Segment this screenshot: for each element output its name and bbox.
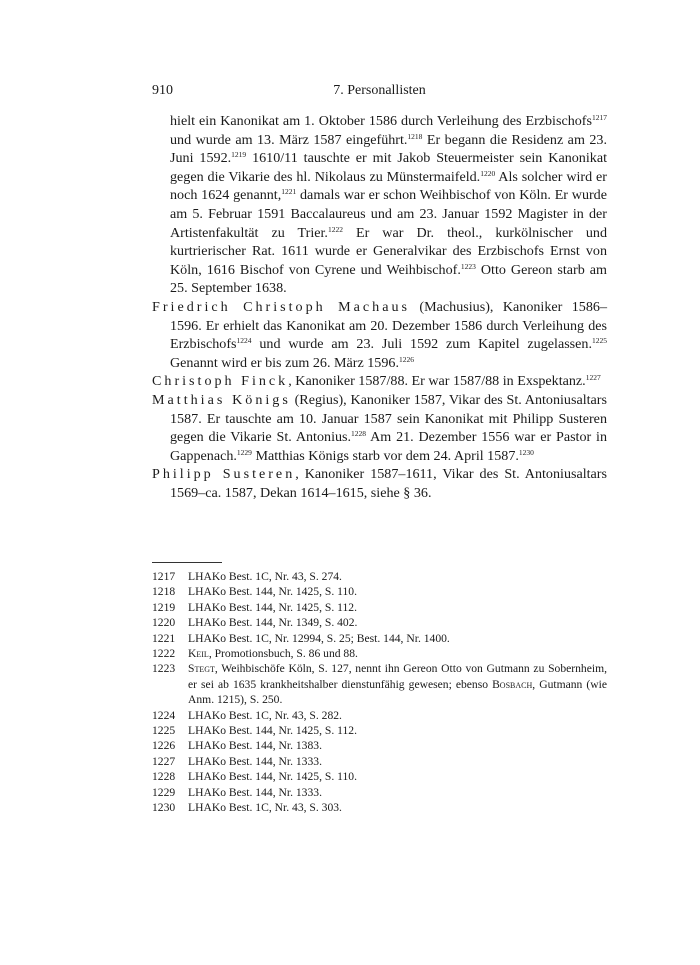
paragraph-otto-gereon: hielt ein Kanonikat am 1. Oktober 1586 durch Verleihung des Erzbischofs$^{1217}$ und wurde am 13. März 1587 eingeführt.$^{1218}$ Er begann die Residenz am 23. Juni 1592.$^{1219}$ 1610/11 tauschte er mit Jakob Steuermeister sein Kanonikat gegen die Vikarie des hl. Nikolaus zu Münstermaifeld.$^{1220}$ Als solcher wird er noch 1624 genannt,$^{1221}$ damals war er schon Weihbischof von Köln. Er wurde am 5. Februar 1591 Baccalaureus und am 23. Januar 1592 Magister in der Artistenfakultät zu Trier.$^{1222}$ Er war Dr. theol., kurkölnischer und kurtrierischer Rat. 1611 wurde er Generalvikar des Erzbischofs Ernst von Köln, 1616 Bischof von Cyrene und Weihbischof.$^{1223}$ Otto Gereon starb am 25. September 1638.: [170, 113, 607, 297]
footnote-ref[interactable]: 1221: [281, 187, 297, 197]
footnote-ref[interactable]: 1224: [236, 336, 252, 346]
footnote-ref[interactable]: 1230: [518, 447, 534, 457]
footnote-ref[interactable]: 1228: [351, 429, 367, 439]
footnote-1218: 1218 LHAKo Best. 144, Nr. 1425, S. 110.: [152, 585, 357, 599]
footnote-1230: 1230 LHAKo Best. 1C, Nr. 43, S. 303.: [152, 801, 342, 815]
footnote-1229: 1229 LHAKo Best. 144, Nr. 1333.: [152, 785, 322, 799]
footnote-1219: 1219 LHAKo Best. 144, Nr. 1425, S. 112.: [152, 600, 357, 614]
person-name: Philipp Susteren: [152, 466, 296, 483]
footnote-1228: 1228 LHAKo Best. 144, Nr. 1425, S. 110.: [152, 770, 357, 784]
running-title: 7. Personallisten: [333, 83, 426, 98]
person-name: Christoph Finck: [152, 373, 289, 390]
entry-philipp-susteren: Philipp Susteren, Kanoniker 1587–1611, Vikar des St. Antoniusaltars 1569–ca. 1587, Dekan 1614–1615, siehe § 36.: [152, 466, 607, 501]
footnote-ref[interactable]: 1223: [460, 261, 476, 271]
page-number: 910: [152, 83, 173, 98]
author-name: Bosbach: [492, 677, 533, 691]
footnote-1224: 1224 LHAKo Best. 1C, Nr. 43, S. 282.: [152, 708, 342, 722]
footnote-1220: 1220 LHAKo Best. 144, Nr. 1349, S. 402.: [152, 616, 358, 630]
author-name: Keil: [188, 647, 209, 661]
footnote-ref[interactable]: 1229: [236, 447, 252, 457]
footnote-ref[interactable]: 1226: [398, 354, 414, 364]
footnote-1217: 1217 LHAKo Best. 1C, Nr. 43, S. 274.: [152, 570, 342, 583]
author-name: Stegt: [188, 662, 215, 676]
footnote-divider: [152, 562, 222, 563]
footnote-1223: 1223 Stegt, Weihbischöfe Köln, S. 127, nennt ihn Gereon Otto von Gutmann zu Sobernheim, er sei ab 1635 krankheitshalber dienstunfähig gewesen; ebenso Bosbach, Gutmann (wie Anm. 1215), S. 250.: [152, 662, 608, 707]
footnotes: [152, 569, 607, 816]
footnote-1222: 1222 Keil, Promotionsbuch, S. 86 und 88.: [152, 647, 358, 661]
entry-christoph-finck: Christoph Finck, Kanoniker 1587/88. Er war 1587/88 in Exspektanz.$^{1227}$: [152, 373, 601, 390]
footnote-ref[interactable]: 1218: [407, 131, 423, 141]
footnote-ref[interactable]: 1227: [585, 373, 601, 383]
footnote-1226: 1226 LHAKo Best. 144, Nr. 1383.: [152, 739, 322, 753]
person-name: Friedrich Christoph Machaus: [152, 298, 410, 315]
footnote-1221: 1221 LHAKo Best. 1C, Nr. 12994, S. 25; Best. 144, Nr. 1400.: [152, 631, 450, 645]
footnote-1227: 1227 LHAKo Best. 144, Nr. 1333.: [152, 754, 322, 768]
main-text: [152, 112, 607, 502]
footnote-ref[interactable]: 1217: [592, 113, 607, 122]
footnote-ref[interactable]: 1225: [592, 336, 607, 346]
footnote-ref[interactable]: 1219: [231, 150, 247, 160]
person-name: Matthias Königs: [152, 391, 291, 408]
footnote-1225: 1225 LHAKo Best. 144, Nr. 1425, S. 112.: [152, 724, 357, 738]
footnote-ref[interactable]: 1222: [327, 224, 343, 234]
entry-matthias-koenigs: Matthias Königs (Regius), Kanoniker 1587, Vikar des St. Antoniusaltars 1587. Er tauschte am 10. Januar 1587 sein Kanonikat mit Philipp Susteren gegen die Vikarie St. Antonius.$^{1228}$ Am 21. Dezember 1556 war er Pastor in Gappenach.$^{1229}$ Matthias Königs starb vor dem 24. April 1587.$^{1230}$: [152, 391, 608, 464]
entry-friedrich-christoph-machaus: Friedrich Christoph Machaus (Machusius), Kanoniker 1586–1596. Er erhielt das Kanonikat am 20. Dezember 1586 durch Verleihung des Erzbischofs$^{1224}$ und wurde am 23. Juli 1592 zum Kapitel zugelassen.$^{1225}$ Genannt wird er bis zum 26. März 1596.$^{1226}$: [152, 298, 607, 371]
footnote-ref[interactable]: 1220: [480, 168, 496, 178]
page-header: [152, 83, 607, 103]
